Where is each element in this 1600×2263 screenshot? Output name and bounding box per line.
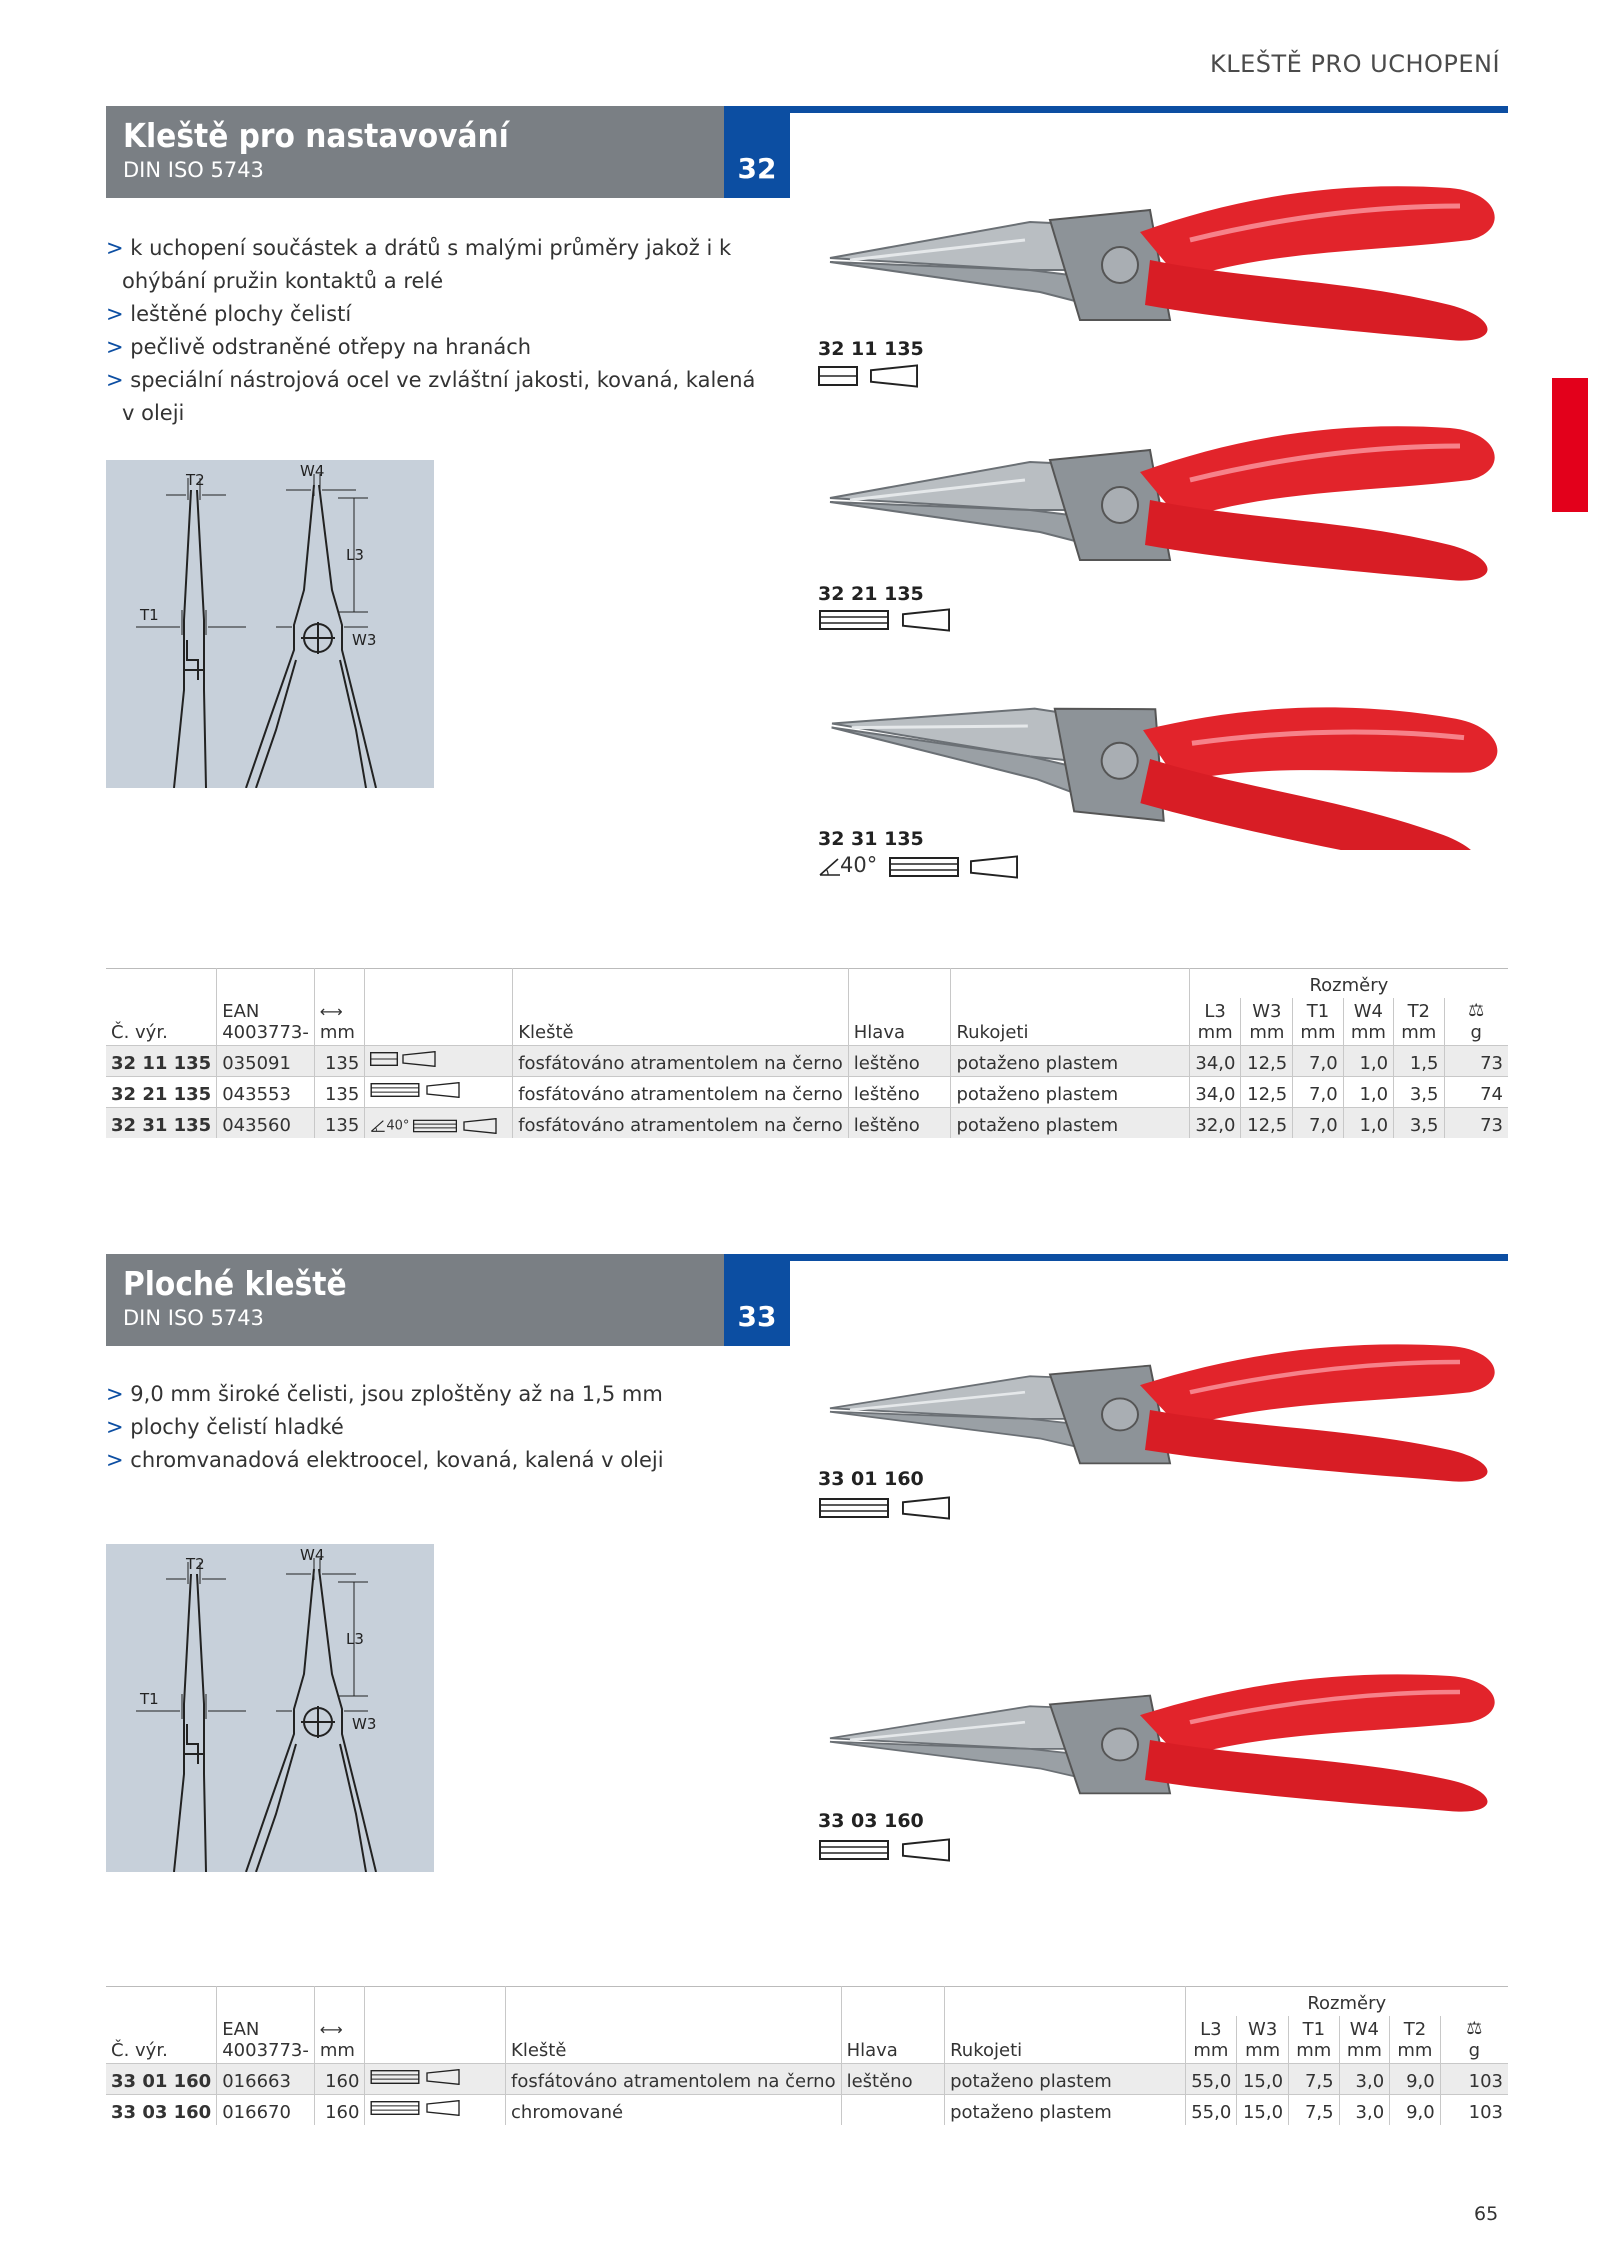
col-l3-header: L3 mm	[1189, 998, 1241, 1046]
table-row: 32 11 135 035091 135 fosfátováno atramentolem na černo leštěno potaženo plastem 34,0 12,5 7,0 1,0 1,5 73	[106, 1046, 1508, 1077]
feature-list	[106, 232, 766, 430]
section-title: Kleště pro nastavování	[123, 116, 509, 155]
product-code-label: 33 01 160	[818, 1468, 924, 1490]
scale-icon: ⚖	[1468, 1000, 1485, 1021]
length-arrow-icon: ⟷	[319, 2020, 343, 2039]
feature-list	[106, 1378, 766, 1477]
col-weight-header: ⚖ g	[1444, 998, 1508, 1046]
col-ean-header: EAN 4003773-	[217, 2016, 315, 2064]
col-length-header: ⟷ mm	[314, 998, 364, 1046]
product-image	[810, 1330, 1510, 1490]
diagram-label-t2: T2	[186, 471, 205, 489]
col-t1-header: T1 mm	[1293, 998, 1343, 1046]
col-w4-header: W4 mm	[1343, 998, 1393, 1046]
diagram-label-w4: W4	[300, 1546, 325, 1564]
product-code-label: 32 11 135	[818, 338, 924, 360]
dimension-diagram	[106, 460, 434, 788]
section-header	[106, 1254, 724, 1346]
section-blue-rule	[790, 106, 1508, 113]
col-w3-header: W3 mm	[1241, 998, 1293, 1046]
section-number-badge: 32	[724, 106, 790, 198]
product-image	[810, 410, 1510, 590]
feature-item: > k uchopení součástek a drátů s malými průměry jakož i k ohýbání pružin kontaktů a relé	[106, 236, 732, 293]
col-pliers-header: Kleště	[506, 2016, 842, 2064]
col-t2-header: T2 mm	[1394, 998, 1444, 1046]
feature-item: > leštěné plochy čelistí	[106, 302, 352, 326]
product-image	[810, 670, 1510, 850]
product-image	[810, 170, 1510, 350]
col-handles-header: Rukojeti	[945, 2016, 1185, 2064]
col-t2-header: T2 mm	[1390, 2016, 1441, 2064]
jaw-shape-icons	[365, 2064, 506, 2095]
jaw-shape-icons	[818, 1494, 958, 1526]
col-t1-header: T1 mm	[1289, 2016, 1340, 2064]
diagram-label-t1: T1	[140, 606, 159, 624]
section-subtitle: DIN ISO 5743	[123, 1306, 264, 1330]
jaw-shape-icons	[818, 606, 958, 638]
jaw-shape-icons: 40°	[365, 1108, 513, 1139]
angle-value: 40°	[840, 853, 878, 877]
col-head-header: Hlava	[841, 2016, 945, 2064]
dimensions-group-header: Rozměry	[1309, 975, 1389, 996]
jaw-shape-icons	[365, 2095, 506, 2126]
section-title: Ploché kleště	[123, 1264, 347, 1303]
page-number: 65	[1474, 2203, 1499, 2225]
dimension-diagram	[106, 1544, 434, 1872]
section-number-badge: 33	[724, 1254, 790, 1346]
spec-table	[106, 1986, 1508, 2125]
category-title: KLEŠTĚ PRO UCHOPENÍ	[1210, 50, 1501, 78]
jaw-shape-icons	[818, 1836, 958, 1868]
jaw-shape-icons	[365, 1077, 513, 1108]
table-row: 33 01 160 016663 160 fosfátováno atramentolem na černo leštěno potaženo plastem 55,0 15,0 7,5 3,0 9,0 103	[106, 2064, 1508, 2095]
section-blue-rule	[790, 1254, 1508, 1261]
feature-item: > plochy čelistí hladké	[106, 1415, 344, 1439]
product-code-label: 33 03 160	[818, 1810, 924, 1832]
col-pliers-header: Kleště	[513, 998, 849, 1046]
col-code-header: Č. výr.	[106, 2016, 217, 2064]
product-image	[810, 1660, 1510, 1820]
length-arrow-icon: ⟷	[319, 1002, 343, 1021]
col-w3-header: W3 mm	[1237, 2016, 1289, 2064]
jaw-shape-icons	[818, 362, 928, 394]
dimensions-group-header: Rozměry	[1307, 1993, 1387, 2014]
section-subtitle: DIN ISO 5743	[123, 158, 264, 182]
diagram-label-l3: L3	[346, 1630, 364, 1648]
table-row: 32 31 135 043560 135 40° fosfátováno atramentolem na černo leštěno potaženo plastem 32,0 12,5 7,0 1,0 3,5 73	[106, 1108, 1508, 1139]
feature-item: > pečlivě odstraněné otřepy na hranách	[106, 335, 532, 359]
col-w4-header: W4 mm	[1339, 2016, 1390, 2064]
section-header	[106, 106, 724, 198]
feature-item: > chromvanadová elektroocel, kovaná, kalená v oleji	[106, 1448, 664, 1472]
col-handles-header: Rukojeti	[951, 998, 1189, 1046]
diagram-label-w3: W3	[352, 631, 377, 649]
col-weight-header: ⚖ g	[1440, 2016, 1508, 2064]
diagram-label-w3: W3	[352, 1715, 377, 1733]
product-code-label: 32 21 135	[818, 583, 924, 605]
diagram-label-t1: T1	[140, 1690, 159, 1708]
col-head-header: Hlava	[848, 998, 951, 1046]
col-length-header: ⟷ mm	[314, 2016, 365, 2064]
col-code-header: Č. výr.	[106, 998, 217, 1046]
red-edge-tab	[1552, 378, 1588, 512]
diagram-label-t2: T2	[186, 1555, 205, 1573]
jaw-shape-icons	[365, 1046, 513, 1077]
col-ean-header: EAN 4003773-	[217, 998, 315, 1046]
spec-table	[106, 968, 1508, 1138]
feature-item: > speciální nástrojová ocel ve zvláštní jakosti, kovaná, kalená v oleji	[106, 368, 756, 425]
col-l3-header: L3 mm	[1185, 2016, 1237, 2064]
jaw-shape-icons	[818, 852, 1038, 886]
feature-item: > 9,0 mm široké čelisti, jsou zploštěny až na 1,5 mm	[106, 1382, 663, 1406]
diagram-label-l3: L3	[346, 546, 364, 564]
table-row: 33 03 160 016670 160 chromované potaženo plastem 55,0 15,0 7,5 3,0 9,0 103	[106, 2095, 1508, 2126]
product-code-label: 32 31 135	[818, 828, 924, 850]
scale-icon: ⚖	[1466, 2018, 1483, 2039]
diagram-label-w4: W4	[300, 462, 325, 480]
table-row: 32 21 135 043553 135 fosfátováno atramentolem na černo leštěno potaženo plastem 34,0 12,5 7,0 1,0 3,5 74	[106, 1077, 1508, 1108]
